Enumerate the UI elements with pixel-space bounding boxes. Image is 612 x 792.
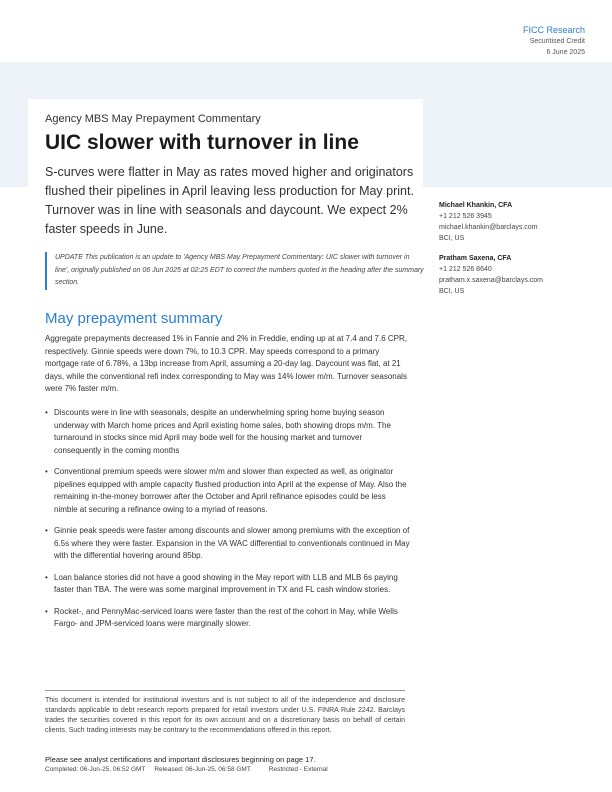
author-name: Michael Khankin, CFA xyxy=(439,202,513,209)
bullet-item xyxy=(45,606,410,631)
update-note: UPDATE This publication is an update to 'Agency MBS May Prepayment Commentary: UIC slower with turnover in line', originally published on 06 Jun 2025 at 02:25 EDT to correct the numbers quoted in the heading after the summary section. xyxy=(45,252,425,290)
report-title: UIC slower with turnover in line xyxy=(45,131,359,154)
report-subtitle: S-curves were flatter in May as rates moved higher and originators flushed their pipelines in April leaving less production for May print. Turnover was in line with seasonals and daycount. We expect 2% faster speeds in June. xyxy=(45,165,414,236)
release-footer: Completed: 06-Jun-25, 06:52 GMT Released: 06-Jun-25, 06:58 GMT Restricted - External xyxy=(45,766,328,773)
bullet-icon: • xyxy=(45,526,48,535)
bullet-item xyxy=(45,466,410,516)
bullet-text: Rocket-, and PennyMac-serviced loans were faster than the rest of the cohort in May, while Wells Fargo- and JPM-serviced loans were marginally slower. xyxy=(54,606,398,628)
bullet-icon: • xyxy=(45,572,48,582)
analyst-certification-note: Please see analyst certifications and important disclosures beginning on page 17. xyxy=(45,755,316,764)
author-phone[interactable]: +1 212 526 3945 xyxy=(439,213,492,220)
bullet-icon: • xyxy=(45,467,48,476)
disclaimer: This document is intended for institutional investors and is not subject to all of the independence and disclosure standards applicable to debt research reports prepared for retail investors under U.S. FINRA Rule 2242. Barclays trades the securities covered in this report for its own account and on a discretionary basis on behalf of certain clients. Such trading interests may be contrary to the recommendations offered in this report. xyxy=(45,697,405,734)
author-entity: BCI, US xyxy=(439,288,465,295)
bullet-text: Conventional premium speeds were slower m/m and slower than expected as well, as originator pipelines equipped with ample capacity flushed production into April at the expense of May. Also the remaining in-the-money borrower after the October and April refinance episodes could be less nimble at securing a refinance owing to a myriad of reasons. xyxy=(54,467,407,514)
summary-intro: Aggregate prepayments decreased 1% in Fannie and 2% in Freddie, ending up at at 7.4 and 7.6 CPR, respectively. Ginnie speeds were down 7%, to 10.3 CPR. May speeds correspond to a primary mortgage rate of 6.78%, a 13bp increase from April, assuming a 20-day lag. Daycount was flat, at 21 days, while the conventional refi index corresponding to May was 14% lower m/m. Turnover seasonals were 7% faster m/m. xyxy=(45,334,408,393)
author-entity: BCI, US xyxy=(439,235,465,242)
author-card xyxy=(439,200,589,244)
research-section: Securitised Credit xyxy=(529,38,585,45)
report-series: Agency MBS May Prepayment Commentary xyxy=(45,113,261,125)
bullet-item xyxy=(45,407,410,457)
divider xyxy=(45,690,405,691)
author-list xyxy=(439,200,589,306)
bullet-text: Ginnie peak speeds were faster among discounts and slower among premiums with the exception of 6.5s where they were faster. Expansion in the VA WAC differential to conventionals continued in May with the differential hovering around 85bp. xyxy=(54,526,410,560)
section-heading: May prepayment summary xyxy=(45,310,223,327)
bullet-icon: • xyxy=(45,606,48,616)
bullet-text: Loan balance stories did not have a good showing in the May report with LLB and MLB 6s paying faster than TBA. The were was some marginal improvement in TX and FL cash window stories. xyxy=(54,572,398,594)
publication-date: 6 June 2025 xyxy=(546,49,585,56)
author-card xyxy=(439,253,589,297)
research-brand[interactable]: FICC Research xyxy=(522,25,585,35)
author-email[interactable]: pratham.x.saxena@barclays.com xyxy=(439,277,543,284)
bullet-item xyxy=(45,572,410,597)
bullet-text: Discounts were in line with seasonals, despite an underwhelming spring home buying season underway with March home prices and April existing home sales, both showing drops m/m. The turnaround in stocks since mid April may bode well for the housing market and turnover consequently in the coming months xyxy=(54,408,391,455)
bullet-icon: • xyxy=(45,408,48,417)
masthead xyxy=(523,24,585,58)
author-phone[interactable]: +1 212 526 8640 xyxy=(439,266,492,273)
summary-bullets xyxy=(45,407,410,640)
bullet-item xyxy=(45,525,410,563)
author-name: Pratham Saxena, CFA xyxy=(439,255,512,262)
author-email[interactable]: michael.khankin@barclays.com xyxy=(439,224,538,231)
